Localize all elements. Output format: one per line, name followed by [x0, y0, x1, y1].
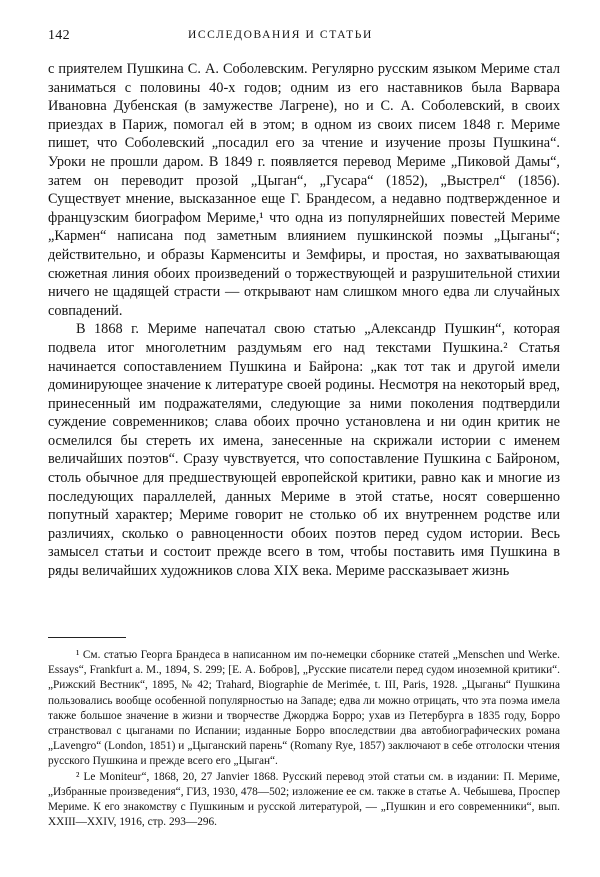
paragraph-1: с приятелем Пушкина С. А. Соболевским. Регулярно русским языком Мериме стал заниматься с половины 40-х годов; одним из его наставников была Варвара Ивановна Дубенская (в замужестве Лагрене), но и С. А. Соболевский, в своих приездах в Париж, помогал ей в этом; в одном из своих писем 1848 г. Мериме пишет, что Соболевский „посадил его за чтение и изучение прозы Пушкина“. Уроки не прошли даром. В 1849 г. появляется перевод Мериме „Пиковой Дамы“, затем он переводит прозой „Цыган“, „Гусара“ (1852), „Выстрел“ (1856). Существует мнение, высказанное еще Г. Брандесом, а недавно подтвержденное и французским биографом Мериме,¹ что одна из популярнейших повестей Мериме „Кармен“ написана под заметным влиянием пушкинской поэмы „Цыганы“; действительно, и образы Карменситы и Земфиры, и простая, но захватывающая сюжетная линия обоих произведений о торжествующей и разрушительной стихии ничего не щадящей страсти — открывают нам слишком много едва ли случайных совпадений. — [48, 61, 560, 319]
footnote-1: ¹ См. статью Георга Брандеса в написанном им по-немецки сборнике статей „Menschen und Werke. Essays“, Frankfurt a. M., 1894, S. 299; [Е. А. Бобров], „Русские писатели перед судом иноземной критики“. „Рижский Вестник“, 1895, № 42; Trahard, Biographie de Merimée, t. III, Paris, 1928. „Цыганы“ Пушкина пользовались вообще особенной популярностью на Западе; едва ли можно отрицать, что эта поэма имела также большое значение в жизни и творчестве Джорджа Борро; ухав из Петербурга в 1835 году, Борро странствовал с цыганами по Испании; изданные Борро впоследствии два автобиографических романа „Lavengro“ (London, 1851) и „Цыганский парень“ (Romany Rye, 1857) заключают в себе отголоски чтения русского Пушкина и прежде всего его „Цыган“. — [48, 649, 560, 768]
main-text — [48, 60, 560, 581]
page-number: 142 — [48, 28, 70, 43]
paragraph-2: В 1868 г. Мериме напечатал свою статью „Александр Пушкин“, которая подвела итог многолетним раздумьям его над текстами Пушкина.² Статья начинается сопоставлением Пушкина и Байрона: „как тот так и другой имели доминирующее значение к литературе своей родины. Несмотря на некоторый вред, принесенный им подражателями, следующие за ними поколения подтвердили суждение современников; слава обоих прочно установлена и ни один критик не осмелился бы стереть их имена, занесенные на скрижали истории с именем величайших поэтов“. Сразу чувствуется, что сопоставление Пушкина с Байроном, столь обычное для предшествующей европейской критики, равно как и многие из последующих параллелей, данных Мериме в этой статье, носят совершенно попутный характер; Мериме говорит не столько об их внутреннем родстве или различиях, сколько о равноценности обоих поэтов перед судом истории. Весь замысел статьи и состоит прежде всего в том, чтобы поставить имя Пушкина в ряды величайших художников слова XIX века. Мериме рассказывает жизнь — [48, 321, 560, 580]
footnote-2: ² Le Moniteur“, 1868, 20, 27 Janvier 1868. Русский перевод этой статьи см. в издании: П. Мериме, „Избранные произведения“, ГИЗ, 1930, 478—502; изложение ее см. также в статье А. Чебышева, Проспер Мериме. К его знакомству с Пушкиным и русской литературой, — „Пушкин и его современники“, вып. XXIII—XXIV, 1916, стр. 293—296. — [48, 770, 560, 829]
running-title: ИССЛЕДОВАНИЯ И СТАТЬИ — [188, 29, 373, 41]
footnotes — [48, 648, 560, 830]
running-header — [0, 28, 600, 50]
footnote-divider — [48, 637, 126, 638]
